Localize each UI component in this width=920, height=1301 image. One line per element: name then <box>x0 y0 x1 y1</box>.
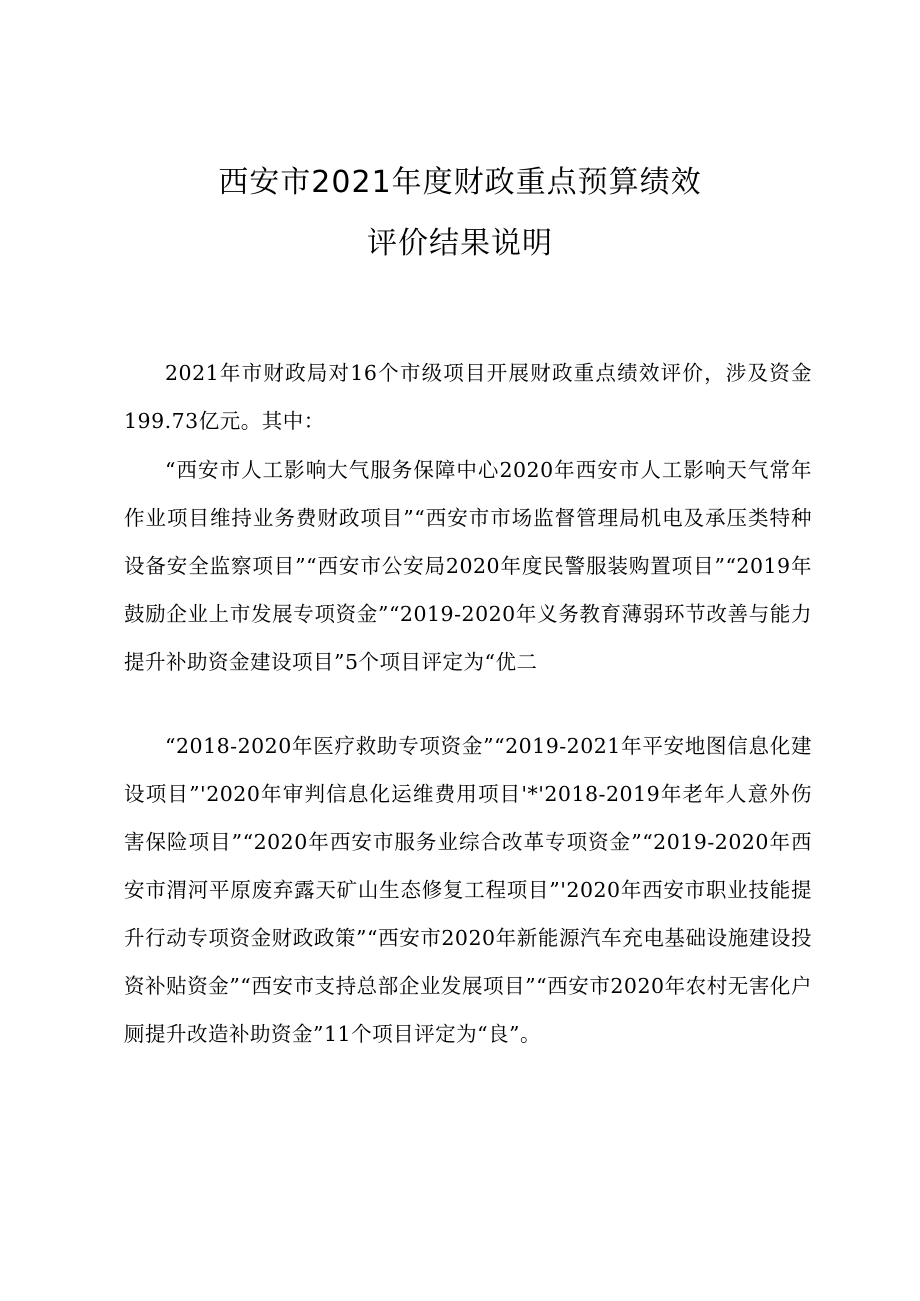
document-title-line-2: 评价结果说明 <box>367 226 553 261</box>
paragraph-excellent-projects: “西安市人工影响大气服务保障中心2020年西安市人工影响天气常年作业项目维持业务费财政项目”“西安市市场监督管理局机电及承压类特种设备安全监察项目”“西安市公安局2020年度民警服装购置项目”“2019年鼓励企业上市发展专项资金”“2019-2020年义务教育薄弱环节改善与能力提升补助资金建设项目”5个项目评定为“优二 <box>124 458 812 674</box>
document-title-line-1: 西安市2021年度财政重点预算绩效 <box>218 165 702 200</box>
paragraph-good-projects: “2018-2020年医疗救助专项资金”“2019-2021年平安地图信息化建设项目”'2020年审判信息化运维费用项目'*'2018-2019年老年人意外伤害保险项目”“2020年西安市服务业综合改革专项资金”“2019-2020年西安市渭河平原废弃露天矿山生态修复工程项目”'2020年西安市职业技能提升行动专项资金财政政策”“西安市2020年新能源汽车充电基础设施建设投资补贴资金”“西安市支持总部企业发展项目”“西安市2020年农村无害化户厕提升改造补助资金”11个项目评定为“良”。 <box>124 734 812 1046</box>
paragraph-summary: 2021年市财政局对16个市级项目开展财政重点绩效评价，涉及资金199.73亿元。其中： <box>124 361 812 433</box>
